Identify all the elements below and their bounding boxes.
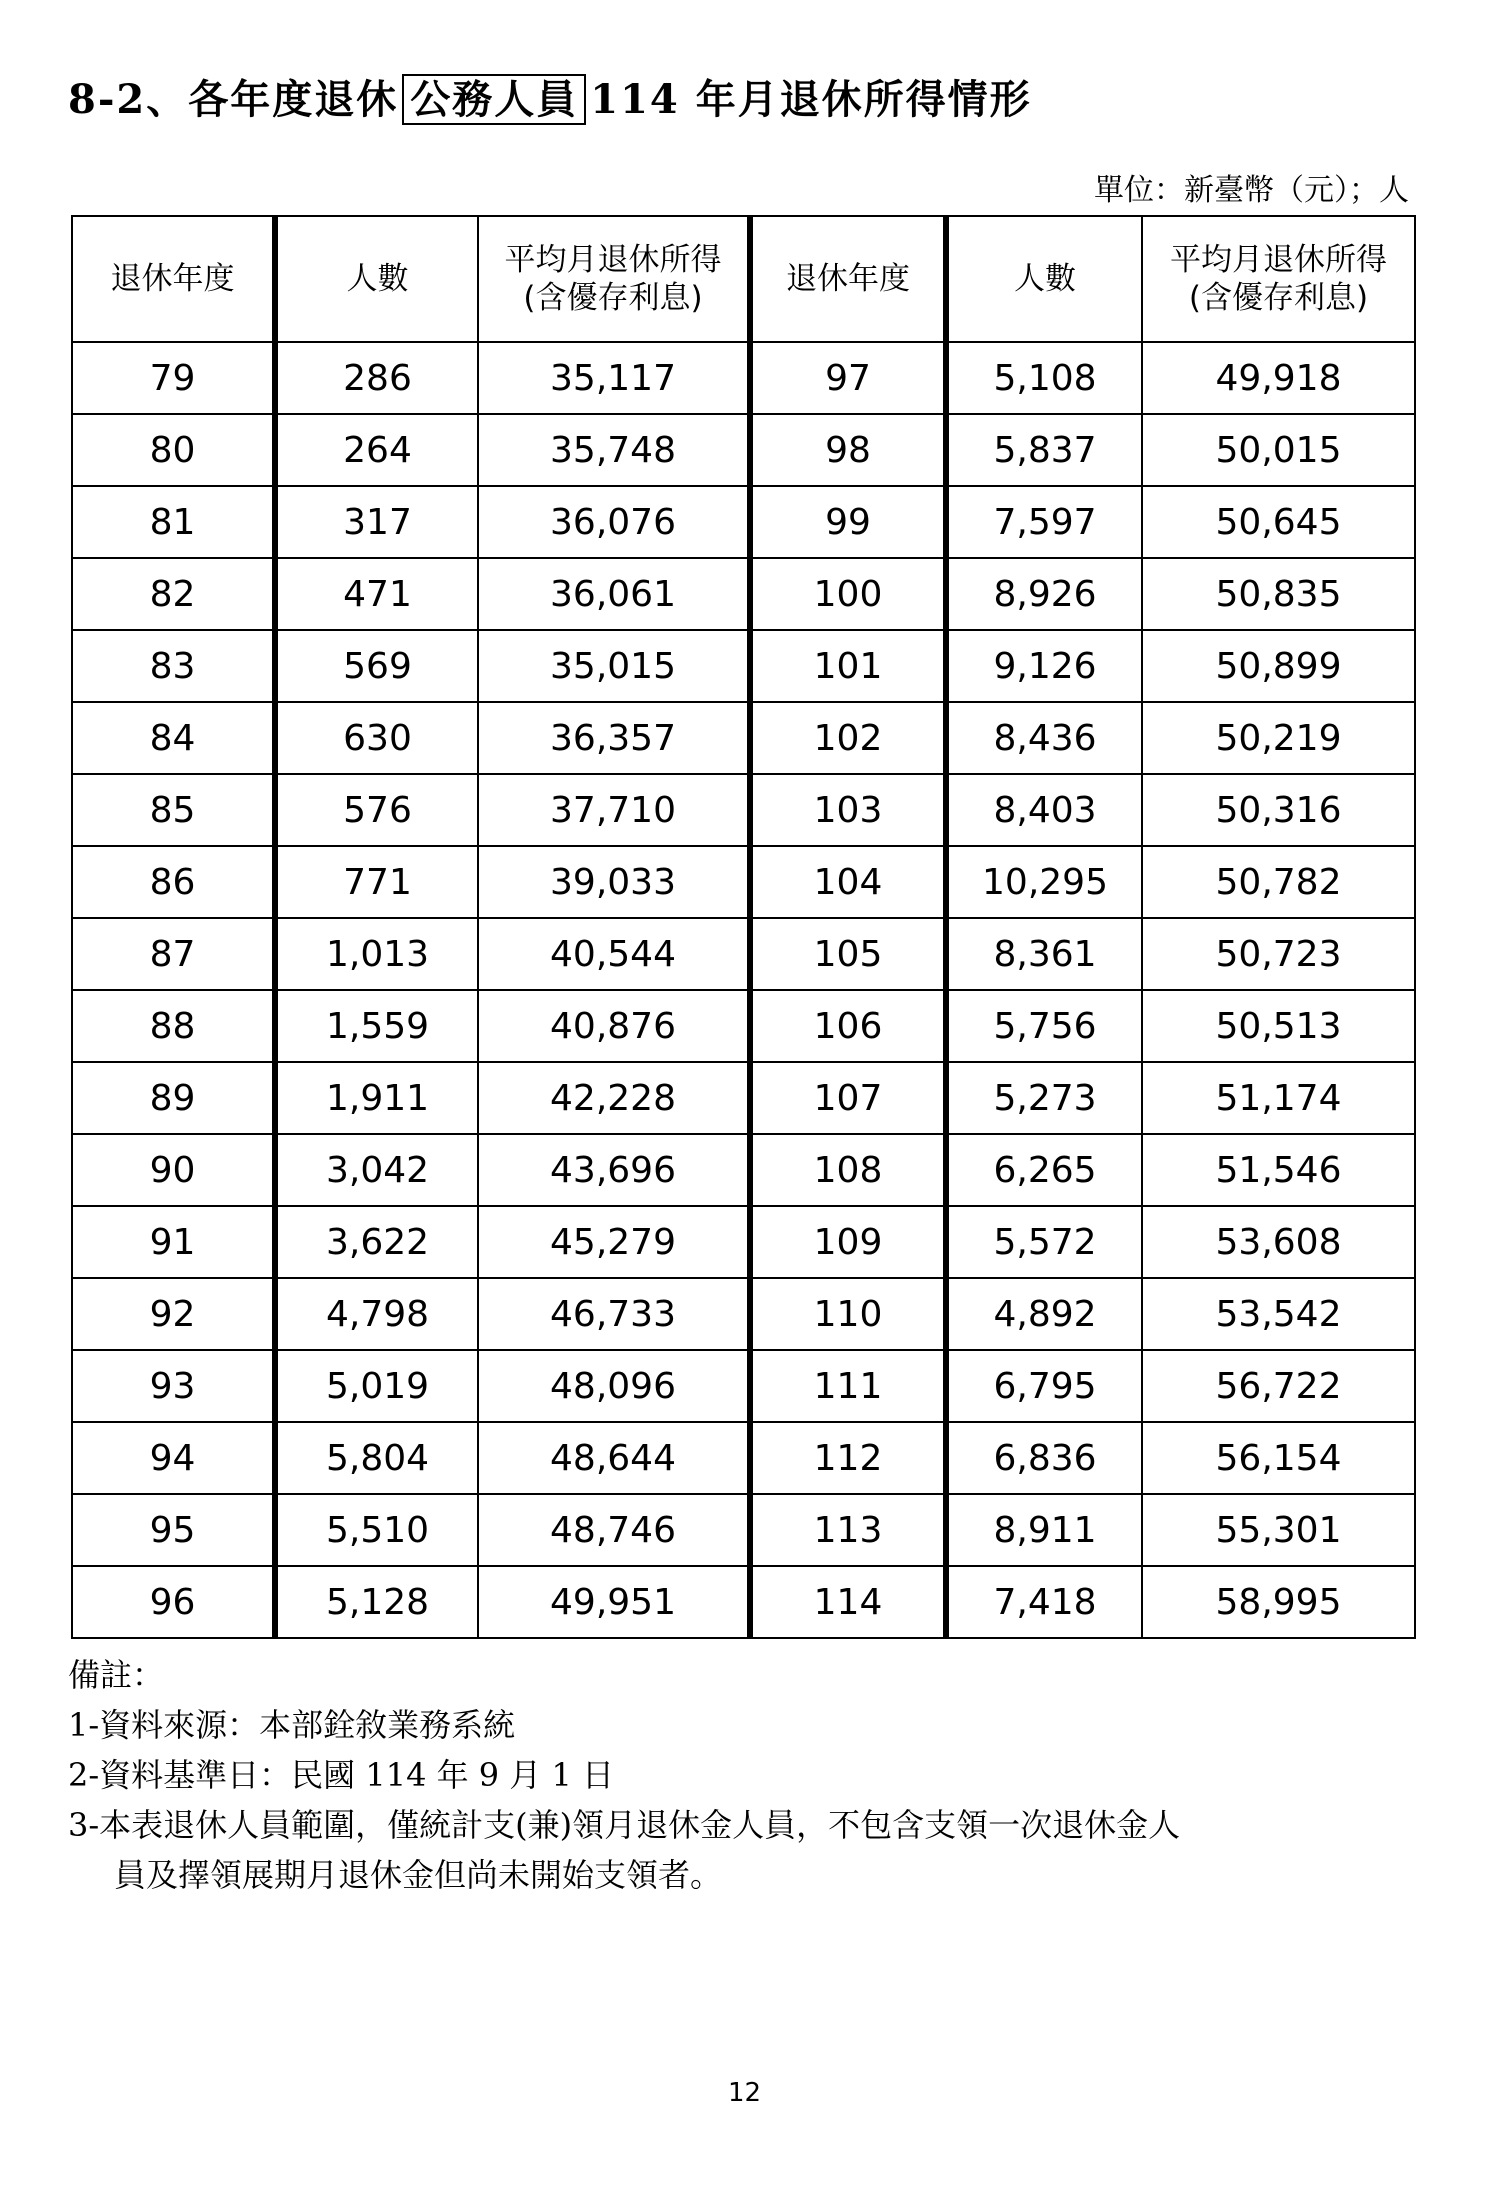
cell-headcount: 264	[275, 414, 478, 486]
cell-avg-income-2: 58,995	[1142, 1566, 1415, 1638]
notes-section	[68, 1650, 1428, 1900]
cell-avg-income: 39,033	[478, 846, 750, 918]
cell-avg-income-2: 50,513	[1142, 990, 1415, 1062]
unit-label: 單位：新臺幣（元）；人	[1094, 173, 1409, 208]
cell-avg-income: 36,076	[478, 486, 750, 558]
table-row	[72, 558, 1415, 630]
cell-avg-income-2: 50,782	[1142, 846, 1415, 918]
cell-retire-year-2: 107	[750, 1062, 946, 1134]
cell-headcount: 3,622	[275, 1206, 478, 1278]
cell-retire-year-2: 100	[750, 558, 946, 630]
cell-headcount: 286	[275, 342, 478, 414]
cell-headcount-2: 5,837	[946, 414, 1142, 486]
cell-avg-income-2: 56,154	[1142, 1422, 1415, 1494]
cell-avg-income: 46,733	[478, 1278, 750, 1350]
cell-avg-income-2: 50,645	[1142, 486, 1415, 558]
cell-headcount-2: 5,108	[946, 342, 1142, 414]
cell-headcount-2: 4,892	[946, 1278, 1142, 1350]
cell-headcount-2: 10,295	[946, 846, 1142, 918]
cell-avg-income: 36,061	[478, 558, 750, 630]
cell-retire-year-2: 114	[750, 1566, 946, 1638]
table-row	[72, 342, 1415, 414]
cell-retire-year: 85	[72, 774, 275, 846]
cell-headcount: 576	[275, 774, 478, 846]
cell-retire-year-2: 102	[750, 702, 946, 774]
cell-headcount: 1,911	[275, 1062, 478, 1134]
table-row	[72, 1566, 1415, 1638]
cell-retire-year: 79	[72, 342, 275, 414]
cell-headcount-2: 6,795	[946, 1350, 1142, 1422]
cell-avg-income-2: 49,918	[1142, 342, 1415, 414]
cell-avg-income-2: 51,174	[1142, 1062, 1415, 1134]
cell-headcount-2: 8,436	[946, 702, 1142, 774]
table-row	[72, 630, 1415, 702]
cell-retire-year: 89	[72, 1062, 275, 1134]
cell-retire-year-2: 103	[750, 774, 946, 846]
page-title	[68, 70, 1032, 130]
cell-retire-year: 86	[72, 846, 275, 918]
cell-headcount-2: 8,403	[946, 774, 1142, 846]
table-row	[72, 846, 1415, 918]
header-headcount: 人數	[275, 216, 478, 342]
table-row	[72, 918, 1415, 990]
cell-retire-year-2: 108	[750, 1134, 946, 1206]
header-headcount-2: 人數	[946, 216, 1142, 342]
cell-headcount: 3,042	[275, 1134, 478, 1206]
cell-avg-income: 36,357	[478, 702, 750, 774]
cell-retire-year-2: 98	[750, 414, 946, 486]
cell-retire-year-2: 112	[750, 1422, 946, 1494]
cell-retire-year: 93	[72, 1350, 275, 1422]
title-prefix: 8-2、各年度退休	[68, 76, 399, 123]
cell-avg-income: 35,015	[478, 630, 750, 702]
cell-avg-income: 43,696	[478, 1134, 750, 1206]
cell-avg-income: 40,876	[478, 990, 750, 1062]
cell-retire-year: 88	[72, 990, 275, 1062]
table-row	[72, 1134, 1415, 1206]
cell-avg-income: 35,117	[478, 342, 750, 414]
cell-avg-income: 49,951	[478, 1566, 750, 1638]
cell-headcount-2: 7,597	[946, 486, 1142, 558]
cell-avg-income-2: 50,219	[1142, 702, 1415, 774]
cell-retire-year: 92	[72, 1278, 275, 1350]
cell-avg-income: 42,228	[478, 1062, 750, 1134]
cell-retire-year-2: 110	[750, 1278, 946, 1350]
cell-headcount: 4,798	[275, 1278, 478, 1350]
cell-retire-year-2: 104	[750, 846, 946, 918]
cell-retire-year: 90	[72, 1134, 275, 1206]
cell-retire-year-2: 99	[750, 486, 946, 558]
cell-retire-year: 91	[72, 1206, 275, 1278]
cell-headcount-2: 8,911	[946, 1494, 1142, 1566]
cell-headcount: 630	[275, 702, 478, 774]
cell-retire-year-2: 106	[750, 990, 946, 1062]
header-retire-year-2: 退休年度	[750, 216, 946, 342]
cell-avg-income: 40,544	[478, 918, 750, 990]
cell-headcount: 569	[275, 630, 478, 702]
cell-headcount: 471	[275, 558, 478, 630]
cell-headcount: 5,128	[275, 1566, 478, 1638]
cell-avg-income-2: 50,835	[1142, 558, 1415, 630]
cell-retire-year-2: 101	[750, 630, 946, 702]
cell-avg-income-2: 50,316	[1142, 774, 1415, 846]
note-item-2: 2-資料基準日：民國 114 年 9 月 1 日	[68, 1756, 615, 1794]
notes-heading: 備註：	[68, 1656, 165, 1694]
cell-headcount: 771	[275, 846, 478, 918]
cell-headcount: 5,019	[275, 1350, 478, 1422]
note-item-1: 1-資料來源：本部銓敘業務系統	[68, 1706, 516, 1744]
cell-headcount: 5,510	[275, 1494, 478, 1566]
title-boxed-category: 公務人員	[402, 74, 586, 125]
table-row	[72, 702, 1415, 774]
cell-headcount-2: 5,756	[946, 990, 1142, 1062]
cell-headcount-2: 8,926	[946, 558, 1142, 630]
cell-retire-year: 87	[72, 918, 275, 990]
cell-headcount: 1,013	[275, 918, 478, 990]
cell-retire-year-2: 109	[750, 1206, 946, 1278]
cell-retire-year-2: 113	[750, 1494, 946, 1566]
cell-retire-year-2: 97	[750, 342, 946, 414]
table-row	[72, 1206, 1415, 1278]
header-avg-monthly-income-2: 平均月退休所得(含優存利息)	[1142, 216, 1415, 342]
cell-avg-income-2: 56,722	[1142, 1350, 1415, 1422]
cell-headcount-2: 5,273	[946, 1062, 1142, 1134]
cell-headcount-2: 8,361	[946, 918, 1142, 990]
cell-avg-income-2: 50,723	[1142, 918, 1415, 990]
cell-retire-year-2: 111	[750, 1350, 946, 1422]
table-row	[72, 1278, 1415, 1350]
cell-retire-year: 94	[72, 1422, 275, 1494]
cell-avg-income-2: 51,546	[1142, 1134, 1415, 1206]
table-row	[72, 990, 1415, 1062]
note-item-3: 3-本表退休人員範圍，僅統計支(兼)領月退休金人員，不包含支領一次退休金人	[68, 1806, 1181, 1844]
table-row	[72, 1350, 1415, 1422]
cell-headcount-2: 5,572	[946, 1206, 1142, 1278]
cell-headcount-2: 6,836	[946, 1422, 1142, 1494]
table-body	[72, 342, 1415, 1638]
table-row	[72, 1422, 1415, 1494]
cell-avg-income: 48,746	[478, 1494, 750, 1566]
header-retire-year: 退休年度	[72, 216, 275, 342]
cell-avg-income-2: 50,015	[1142, 414, 1415, 486]
cell-headcount-2: 7,418	[946, 1566, 1142, 1638]
cell-avg-income: 37,710	[478, 774, 750, 846]
table-row	[72, 1062, 1415, 1134]
cell-retire-year: 95	[72, 1494, 275, 1566]
table-row	[72, 1494, 1415, 1566]
cell-avg-income: 48,096	[478, 1350, 750, 1422]
cell-avg-income: 45,279	[478, 1206, 750, 1278]
table-row	[72, 414, 1415, 486]
retirement-income-table	[71, 215, 1416, 1639]
title-suffix: 114 年月退休所得情形	[590, 76, 1032, 123]
cell-avg-income-2: 50,899	[1142, 630, 1415, 702]
cell-retire-year: 96	[72, 1566, 275, 1638]
cell-retire-year: 81	[72, 486, 275, 558]
cell-headcount-2: 6,265	[946, 1134, 1142, 1206]
cell-retire-year: 80	[72, 414, 275, 486]
cell-headcount: 1,559	[275, 990, 478, 1062]
cell-headcount-2: 9,126	[946, 630, 1142, 702]
cell-avg-income: 48,644	[478, 1422, 750, 1494]
table-row	[72, 774, 1415, 846]
cell-avg-income-2: 53,542	[1142, 1278, 1415, 1350]
page-number: 12	[727, 2078, 762, 2108]
cell-retire-year: 83	[72, 630, 275, 702]
cell-avg-income-2: 53,608	[1142, 1206, 1415, 1278]
table-header-row	[72, 216, 1415, 342]
cell-retire-year: 82	[72, 558, 275, 630]
header-avg-monthly-income: 平均月退休所得(含優存利息)	[478, 216, 750, 342]
cell-headcount: 317	[275, 486, 478, 558]
cell-retire-year-2: 105	[750, 918, 946, 990]
table-row	[72, 486, 1415, 558]
cell-retire-year: 84	[72, 702, 275, 774]
note-item-3-continued: 員及擇領展期月退休金但尚未開始支領者。	[114, 1856, 723, 1894]
cell-avg-income: 35,748	[478, 414, 750, 486]
cell-avg-income-2: 55,301	[1142, 1494, 1415, 1566]
cell-headcount: 5,804	[275, 1422, 478, 1494]
